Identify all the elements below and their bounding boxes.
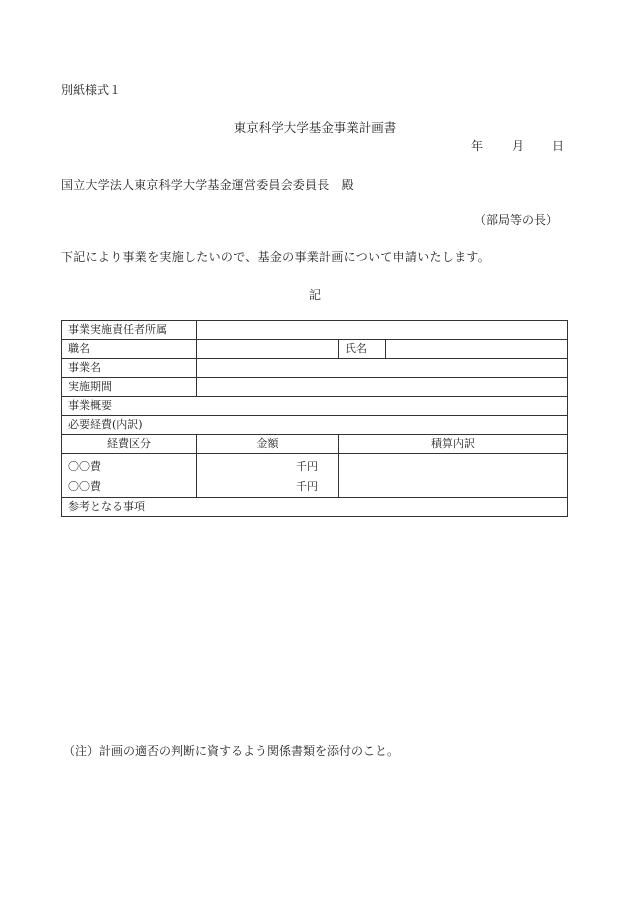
amount-cell[interactable] xyxy=(197,454,339,498)
breakdown-cell[interactable] xyxy=(339,454,568,498)
affiliation-label: 事業実施責任者所属 xyxy=(62,321,197,340)
amount-unit: 千円 xyxy=(296,480,318,493)
department-head-label: （部局等の長） xyxy=(474,213,559,227)
amount-unit: 千円 xyxy=(296,460,318,473)
breakdown-header: 積算内訳 xyxy=(339,435,568,454)
expense-item: 〇〇費 xyxy=(68,460,101,473)
reference-field[interactable] xyxy=(62,498,568,517)
request-statement: 下記により事業を実施したいので、基金の事業計画について申請いたします。 xyxy=(61,250,491,264)
date-day-label: 日 xyxy=(552,139,565,153)
period-label: 実施期間 xyxy=(62,378,197,397)
project-plan-table xyxy=(61,320,568,517)
form-id: 別紙様式１ xyxy=(61,83,122,97)
required-expenses-field[interactable] xyxy=(62,416,568,435)
position-field[interactable] xyxy=(197,340,339,359)
date-year-label: 年 xyxy=(471,139,484,153)
expense-category-header: 経費区分 xyxy=(62,435,197,454)
expense-category-cell[interactable] xyxy=(62,454,197,498)
addressee: 国立大学法人東京科学大学基金運営委員会委員長 殿 xyxy=(61,178,354,192)
position-label: 職名 xyxy=(62,340,197,359)
date-month-label: 月 xyxy=(512,139,525,153)
name-field[interactable] xyxy=(386,340,568,359)
affiliation-field[interactable] xyxy=(197,321,568,340)
footnote: （注）計画の適否の判断に資するよう関係書類を添付のこと。 xyxy=(63,744,400,758)
project-name-field[interactable] xyxy=(197,359,568,378)
project-overview-label: 事業概要 xyxy=(68,399,112,412)
amount-header: 金額 xyxy=(197,435,339,454)
project-name-label: 事業名 xyxy=(62,359,197,378)
project-overview-field[interactable] xyxy=(62,397,568,416)
required-expenses-label: 必要経費(内訳) xyxy=(68,418,143,431)
name-label: 氏名 xyxy=(339,340,386,359)
reference-label: 参考となる事項 xyxy=(68,500,145,513)
document-title: 東京科学大学基金事業計画書 xyxy=(233,120,397,135)
period-field[interactable] xyxy=(197,378,568,397)
expense-item: 〇〇費 xyxy=(68,480,101,493)
ki-heading: 記 xyxy=(308,288,321,302)
